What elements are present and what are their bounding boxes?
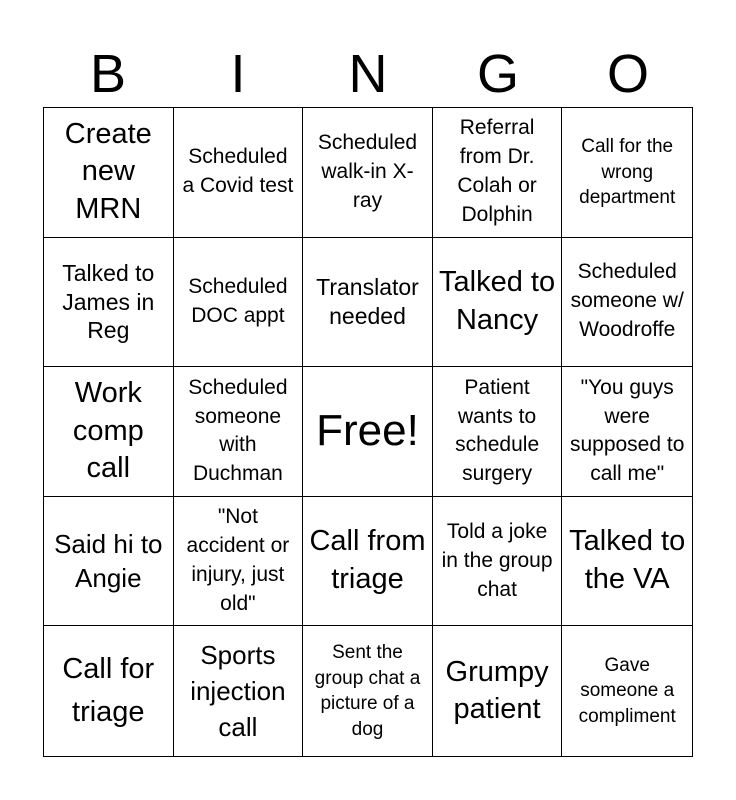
- bingo-cell-r3c2[interactable]: [174, 367, 304, 497]
- bingo-cell-r2c3[interactable]: [303, 238, 433, 368]
- header-letter-b: B: [89, 44, 127, 104]
- cell-text: Call from triage: [309, 525, 426, 596]
- cell-text: Scheduled walk-in X-ray: [317, 130, 418, 212]
- cell-text: Scheduled a Covid test: [182, 145, 294, 198]
- cell-text: Patient wants to schedule surgery: [455, 375, 540, 486]
- bingo-cell-r3c1[interactable]: [44, 367, 174, 497]
- cell-text: Call for the wrong department: [579, 136, 676, 209]
- bingo-cell-r5c4[interactable]: [433, 626, 563, 756]
- header-letter-o: O: [606, 44, 649, 104]
- bingo-cell-r5c5[interactable]: [562, 626, 692, 756]
- cell-text: "Not accident or injury, just old": [186, 505, 290, 616]
- bingo-cell-r5c1[interactable]: [44, 626, 174, 756]
- bingo-cell-r5c3[interactable]: [303, 626, 433, 756]
- header-letter-g: G: [476, 44, 519, 104]
- bingo-cell-r3c3-free[interactable]: [303, 367, 433, 497]
- bingo-cell-r1c3[interactable]: [303, 108, 433, 238]
- bingo-cell-r2c4[interactable]: [433, 238, 563, 368]
- cell-text: Told a joke in the group chat: [441, 519, 553, 601]
- cell-text: "You guys were supposed to call me": [569, 375, 685, 486]
- bingo-cell-r4c4[interactable]: [433, 497, 563, 627]
- cell-text: Grumpy patient: [445, 655, 549, 726]
- bingo-cell-r4c2[interactable]: [174, 497, 304, 627]
- cell-text: Work comp call: [72, 376, 144, 485]
- header-letter-i: I: [230, 44, 246, 104]
- cell-text: Talked to Nancy: [439, 266, 556, 336]
- cell-text: Scheduled someone w/ Woodroffe: [570, 260, 684, 342]
- cell-text: Sent the group chat a picture of a dog: [314, 642, 421, 740]
- cell-text: Scheduled someone with Duchman: [188, 375, 288, 486]
- bingo-cell-r1c4[interactable]: [433, 108, 563, 238]
- bingo-cell-r2c2[interactable]: [174, 238, 304, 368]
- cell-text: Talked to James in Reg: [62, 259, 155, 344]
- cell-text: Create new MRN: [64, 117, 152, 226]
- bingo-cell-r1c2[interactable]: [174, 108, 304, 238]
- free-space: Free!: [316, 406, 419, 456]
- bingo-header: [43, 42, 693, 106]
- bingo-cell-r3c5[interactable]: [562, 367, 692, 497]
- cell-text: Gave someone a compliment: [578, 655, 676, 727]
- bingo-cell-r2c5[interactable]: [562, 238, 692, 368]
- bingo-cell-r4c1[interactable]: [44, 497, 174, 627]
- cell-text: Talked to the VA: [569, 525, 686, 596]
- bingo-board: [43, 107, 693, 757]
- bingo-cell-r1c5[interactable]: [562, 108, 692, 238]
- cell-text: Said hi to Angie: [54, 528, 163, 594]
- bingo-cell-r5c2[interactable]: [174, 626, 304, 756]
- bingo-cell-r1c1[interactable]: [44, 108, 174, 238]
- cell-text: Referral from Dr. Colah or Dolphin: [457, 116, 537, 227]
- bingo-cell-r2c1[interactable]: [44, 238, 174, 368]
- cell-text: Scheduled DOC appt: [188, 274, 288, 327]
- header-letter-n: N: [348, 44, 388, 104]
- bingo-cell-r3c4[interactable]: [433, 367, 563, 497]
- bingo-cell-r4c3[interactable]: [303, 497, 433, 627]
- bingo-cell-r4c5[interactable]: [562, 497, 692, 627]
- cell-text: Call for triage: [62, 653, 155, 729]
- cell-text: Translator needed: [316, 274, 419, 329]
- cell-text: Sports injection call: [190, 639, 286, 743]
